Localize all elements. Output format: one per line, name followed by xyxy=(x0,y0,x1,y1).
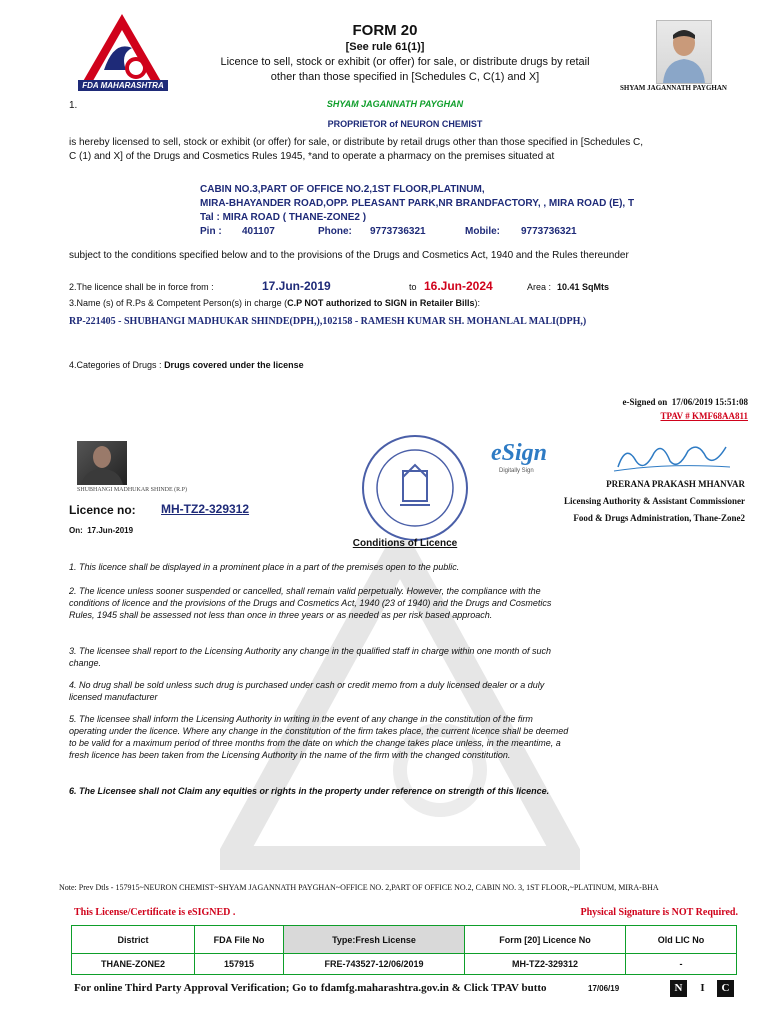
on-date-value: 17.Jun-2019 xyxy=(87,526,134,535)
logo-caption: FDA MAHARASHTRA xyxy=(78,80,168,91)
letter-box-n: N xyxy=(670,980,687,997)
table-cell: MH-TZ2-329312 xyxy=(465,954,626,975)
form-description-line1: Licence to sell, stock or exhibit (or offer) for sale, or distribute drugs by retail xyxy=(220,56,590,68)
area-label: Area : xyxy=(527,282,552,292)
esign-tagline: Digitally Sign xyxy=(499,468,534,474)
table-header-cell: FDA File No xyxy=(195,926,284,954)
table-cell: 157915 xyxy=(195,954,284,975)
phone-value: 9773736321 xyxy=(370,226,426,237)
pin-value: 401107 xyxy=(242,226,275,237)
table-header-cell: District xyxy=(72,926,195,954)
persons-label-text: 3.Name (s) of R.Ps & Competent Person(s) in charge ( xyxy=(69,298,288,308)
address-line1: CABIN NO.3,PART OF OFFICE NO.2,1ST FLOOR,PLATINUM, xyxy=(200,184,485,195)
licence-date xyxy=(69,526,133,535)
esigned-timestamp xyxy=(520,397,748,407)
table-header-row xyxy=(72,926,737,954)
table-cell: FRE-743527-12/06/2019 xyxy=(284,954,465,975)
persons-in-charge-label xyxy=(69,298,480,308)
condition-item: 3. The licensee shall report to the Licensing Authority any change in the qualified staff in charge within one month of such change. xyxy=(69,646,551,668)
premises-address xyxy=(200,183,760,239)
tpav-verification-text: For online Third Party Approval Verification; Go to fdamfg.maharashtra.gov.in & Click TPAV butto xyxy=(74,982,547,994)
condition-item: 4. No drug shall be sold unless such drug is purchased under cash or credit memo from a duly licensed dealer or a duly licensed manufacturer xyxy=(69,680,545,702)
previous-details-note: Note: Prev Dtls - 157915~NEURON CHEMIST~SHYAM JAGANNATH PAYGHAN~OFFICE NO. 2,PART OF OFFICE NO.2, CABIN NO. 3, 1ST FLOOR,~PLATINUM, MIRA-BHA xyxy=(59,883,659,892)
area-value: 10.41 SqMts xyxy=(557,282,610,292)
person-icon xyxy=(657,21,711,83)
condition-item: 2. The licence unless sooner suspended or cancelled, shall remain valid perpetually. However, the compliance with the conditions of licence and the provisions of the Drugs and Cosmetics Act, 1940 (23 of 1940) and the Drugs and Cosmetics Rules, 1945 shall be assessed not less than once in three years or as needed as per risk based approach. xyxy=(69,586,552,620)
rule-reference: [See rule 61(1)] xyxy=(345,41,425,53)
licence-number-label: Licence no: xyxy=(69,503,136,517)
signer-title: Licensing Authority & Assistant Commissioner xyxy=(563,496,745,506)
valid-from-date: 17.Jun-2019 xyxy=(262,279,331,293)
licence-number: MH-TZ2-329312 xyxy=(161,502,250,516)
esigned-value: 17/06/2019 15:51:08 xyxy=(671,397,748,407)
table-header-cell: Type:Fresh License xyxy=(284,926,465,954)
persons-label-close: ): xyxy=(474,298,480,308)
letter-box-c: C xyxy=(717,980,734,997)
persons-in-charge: RP-221405 - SHUBHANGI MADHUKAR SHINDE(DPH,),102158 - RAMESH KUMAR SH. MOHANLAL MALI(DPH,) xyxy=(69,316,587,327)
contact-row xyxy=(200,225,760,239)
address-line2: MIRA-BHAYANDER ROAD,OPP. PLEASANT PARK,NR BRANDFACTORY, , MIRA ROAD (E), T xyxy=(200,198,635,209)
esigned-label: e-Signed on xyxy=(622,397,668,407)
holder-photo xyxy=(656,20,712,84)
drug-categories xyxy=(69,360,304,370)
mobile-label: Mobile: xyxy=(465,226,500,237)
item-number: 1. xyxy=(69,100,78,111)
on-label: On: xyxy=(69,526,83,535)
subject-to-conditions: subject to the conditions specified below and to the provisions of the Drugs and Cosmetics Act, 1940 and the Rules thereunder xyxy=(69,250,629,261)
table-header-cell: Old LIC No xyxy=(626,926,737,954)
form-title: FORM 20 xyxy=(352,22,418,39)
mobile-value: 9773736321 xyxy=(521,226,577,237)
signer-name: PRERANA PRAKASH MHANVAR xyxy=(606,479,745,489)
to-label: to xyxy=(409,282,417,292)
esigned-notice: This License/Certificate is eSIGNED . xyxy=(74,907,236,918)
table-header-cell: Form [20] Licence No xyxy=(465,926,626,954)
physical-signature-notice: Physical Signature is NOT Required. xyxy=(580,907,738,918)
handwritten-signature xyxy=(606,437,736,477)
person-icon xyxy=(77,441,127,485)
categories-value: Drugs covered under the license xyxy=(164,360,304,370)
conditions-title: Conditions of Licence xyxy=(352,538,458,549)
condition-item: 5. The licensee shall inform the Licensing Authority in writing in the event of any change in the constitution of the firm operating under the licence. Where any change in the constitution of the firm takes place, the current licence shall be deemed to be valid for a maximum period of three months from the date on which the change takes place unless, in the meantime, a fresh licence has been taken from the Licensing Authority in the name of the firm with the changed constitution. xyxy=(69,714,569,760)
rp-photo-caption: SHUBHANGI MADHUKAR SHINDE (R.P) xyxy=(77,487,188,493)
holder-name: SHYAM JAGANNATH PAYGHAN xyxy=(326,99,464,109)
photo-caption: SHYAM JAGANNATH PAYGHAN xyxy=(620,84,727,92)
persons-note: C.P NOT authorized to SIGN in Retailer Bills xyxy=(287,298,475,308)
phone-label: Phone: xyxy=(318,226,352,237)
condition-item: 1. This licence shall be displayed in a prominent place in a part of the premises open to the public. xyxy=(69,562,460,572)
government-seal-icon xyxy=(360,433,470,543)
licence-summary-table xyxy=(71,925,737,975)
categories-label: 4.Categories of Drugs : xyxy=(69,360,162,370)
form-description-line2: other than those specified in [Schedules C, C(1) and X] xyxy=(270,71,540,83)
footer-date: 17/06/19 xyxy=(588,984,620,993)
address-line3: Tal : MIRA ROAD ( THANE-ZONE2 ) xyxy=(200,212,367,223)
condition-item: 6. The Licensee shall not Claim any equities or rights in the property under reference on strength of this licence. xyxy=(69,786,550,796)
rp-photo xyxy=(77,441,127,485)
table-row xyxy=(72,954,737,975)
pin-label: Pin : xyxy=(200,226,222,237)
proprietor-firm: PROPRIETOR of NEURON CHEMIST xyxy=(327,119,483,129)
license-statement: is hereby licensed to sell, stock or exhibit (or offer) for sale, or distribute by retail drugs other than those specified in [Schedules C, C (1) and X] of the Drugs and Cosmetics Rules 1945, *and to operate a pharmacy on the premises situated at xyxy=(69,137,643,162)
valid-to-date: 16.Jun-2024 xyxy=(424,279,493,293)
table-cell: THANE-ZONE2 xyxy=(72,954,195,975)
esign-logo xyxy=(489,436,579,476)
validity-label: 2.The licence shall be in force from : xyxy=(69,282,214,292)
validity-row xyxy=(69,280,759,296)
tpav-code[interactable]: TPAV # KMF68AA811 xyxy=(660,411,748,421)
esign-logo-text: eSign xyxy=(491,440,548,466)
signer-office: Food & Drugs Administration, Thane-Zone2 xyxy=(573,513,745,523)
letter-box-i: I xyxy=(700,982,705,994)
table-cell: - xyxy=(626,954,737,975)
